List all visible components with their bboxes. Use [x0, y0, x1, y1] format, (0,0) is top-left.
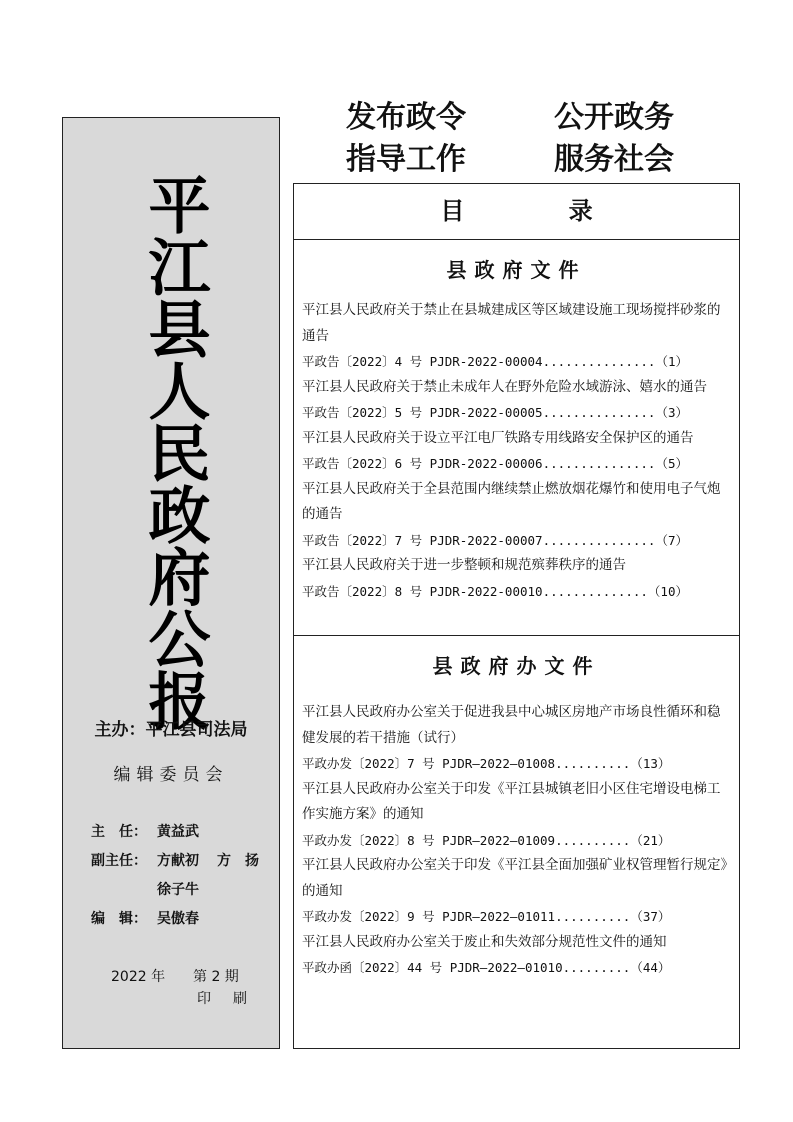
- entry-title[interactable]: 平江县人民政府关于禁止在县城建成区等区域建设施工现场搅拌砂浆的通告: [302, 302, 721, 344]
- issue-info: [111, 966, 251, 1007]
- staff-name: 吴傲春: [157, 911, 199, 927]
- masthead-title: 平江县人民政府公报: [138, 173, 211, 731]
- entry-ref: 平政办函〔2022〕44 号 PJDR—2022—01010.........（44）: [302, 960, 671, 975]
- slogan: 服务社会: [554, 142, 674, 177]
- staff-name: 黄益武: [157, 824, 199, 840]
- staff-list: [91, 818, 277, 934]
- entry-title[interactable]: 平江县人民政府办公室关于促进我县中心城区房地产市场良性循环和稳健发展的若干措施（试行）: [302, 704, 721, 746]
- slogan: 发布政令: [346, 100, 466, 135]
- slogans: [346, 97, 674, 181]
- entry-ref: 平政告〔2022〕5 号 PJDR-2022-00005...............（3）: [302, 405, 688, 420]
- staff-name: 徐子牛: [157, 882, 199, 898]
- table-of-contents: [293, 183, 740, 1049]
- issue-number: 第 2 期: [193, 969, 239, 985]
- entry-title[interactable]: 平江县人民政府关于设立平江电厂铁路专用线路安全保护区的通告: [302, 429, 694, 446]
- toc-section-county-gov: [294, 240, 739, 636]
- slogan: 公开政务: [554, 100, 674, 135]
- entry-ref: 平政告〔2022〕6 号 PJDR-2022-00006...............（5）: [302, 456, 688, 471]
- slogan-row: [346, 97, 674, 139]
- slogan: 指导工作: [346, 142, 466, 177]
- toc-title: 目 录: [294, 184, 739, 240]
- staff-role: 主 任：: [91, 824, 147, 840]
- entry-ref: 平政告〔2022〕7 号 PJDR-2022-00007...............（7）: [302, 532, 688, 548]
- staff-row: [91, 905, 277, 934]
- staff-name: 方 扬: [217, 853, 259, 869]
- section-heading: 县政府办文件: [432, 654, 601, 678]
- entry-title[interactable]: 平江县人民政府办公室关于印发《平江县全面加强矿业权管理暂行规定》的通知: [302, 857, 728, 899]
- entry-ref: 平政告〔2022〕8 号 PJDR-2022-00010..............（10）: [302, 583, 688, 599]
- entry-ref: 平政告〔2022〕4 号 PJDR-2022-00004...............（1）: [302, 354, 688, 369]
- staff-name: 方献初: [157, 853, 199, 869]
- editorial-committee: 编辑委员会: [113, 765, 229, 785]
- entry-title[interactable]: 平江县人民政府关于进一步整顿和规范殡葬秩序的通告: [302, 557, 626, 573]
- toc-section-county-office: [294, 636, 739, 981]
- cover-sidebar: [62, 117, 280, 1049]
- host-organization: 主办：平江县司法局: [94, 720, 248, 740]
- staff-role: 副主任：: [91, 853, 147, 869]
- staff-row: [91, 818, 277, 847]
- staff-row: [91, 847, 277, 876]
- entry-title[interactable]: 平江县人民政府办公室关于废止和失效部分规范性文件的通知: [302, 933, 667, 950]
- entry-title[interactable]: 平江县人民政府关于全县范围内继续禁止燃放烟花爆竹和使用电子气炮的通告: [302, 480, 721, 522]
- staff-role: [91, 876, 157, 905]
- entry-ref: 平政办发〔2022〕9 号 PJDR—2022—01011..........（37）: [302, 909, 671, 924]
- entry-title[interactable]: 平江县人民政府关于禁止未成年人在野外危险水域游泳、嬉水的通告: [302, 378, 707, 395]
- issue-year: 2022 年: [111, 969, 166, 985]
- section-heading: 县政府文件: [446, 258, 587, 282]
- entry-ref: 平政办发〔2022〕8 号 PJDR—2022—01009..........（21）: [302, 832, 671, 848]
- slogan-row: [346, 139, 674, 181]
- staff-role: 编 辑：: [91, 911, 147, 927]
- entry-ref: 平政办发〔2022〕7 号 PJDR—2022—01008..........（13）: [302, 756, 671, 771]
- staff-row: [91, 876, 277, 905]
- entry-title[interactable]: 平江县人民政府办公室关于印发《平江县城镇老旧小区住宅增设电梯工作实施方案》的通知: [302, 780, 721, 822]
- masthead-wrap: [135, 173, 209, 733]
- issue-print: 印 刷: [197, 991, 251, 1007]
